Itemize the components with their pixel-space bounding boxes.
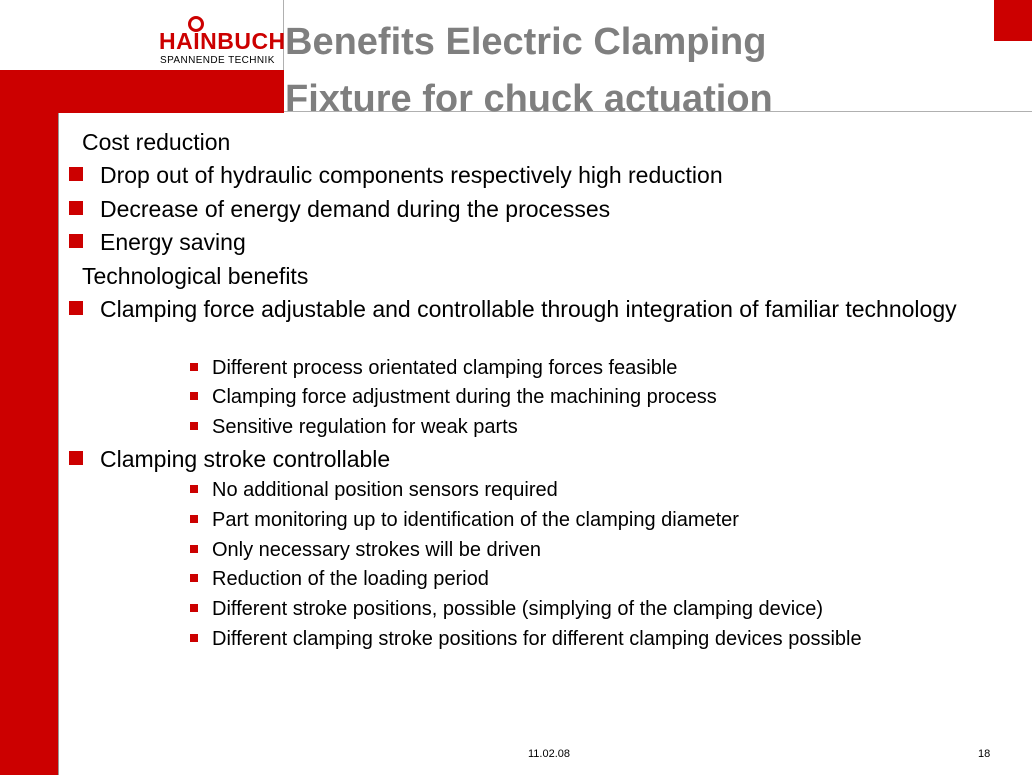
left-bar-edge	[58, 113, 59, 775]
header-red-band	[0, 70, 284, 113]
bullet-square-icon	[69, 301, 83, 315]
sub-bullet-text: No additional position sensors required	[212, 479, 558, 501]
sub-bullet-text: Different process orientated clamping forces feasible	[212, 357, 678, 379]
bullet-text-stroke: Clamping stroke controllable	[100, 446, 391, 472]
bullet-square-icon	[69, 451, 83, 465]
sub-bullet-text: Reduction of the loading period	[212, 568, 489, 590]
sub-bullet-text: Sensitive regulation for weak parts	[212, 416, 518, 438]
footer-page-number: 18	[978, 748, 991, 760]
sub-bullet-square-icon	[190, 574, 198, 582]
slide-title-line-1: Benefits Electric Clamping	[285, 21, 767, 63]
logo-tagline: SPANNENDE TECHNIK	[160, 55, 275, 66]
corner-red-square	[994, 0, 1032, 41]
section-heading-technological: Technological benefits	[82, 263, 309, 289]
sub-bullet-square-icon	[190, 604, 198, 612]
left-red-bar	[0, 113, 58, 775]
sub-bullet-text: Part monitoring up to identification of the clamping diameter	[212, 509, 739, 531]
logo-wordmark: HAINBUCH	[159, 28, 286, 54]
sub-bullet-square-icon	[190, 422, 198, 430]
sub-bullet-square-icon	[190, 392, 198, 400]
bullet-text: Energy saving	[100, 229, 246, 255]
sub-bullet-square-icon	[190, 515, 198, 523]
sub-bullet-square-icon	[190, 485, 198, 493]
slide-title-line-2: Fixture for chuck actuation	[285, 78, 773, 120]
bullet-square-icon	[69, 201, 83, 215]
bullet-text: Decrease of energy demand during the processes	[100, 196, 611, 222]
sub-bullet-square-icon	[190, 545, 198, 553]
sub-bullet-text: Different stroke positions, possible (simplying of the clamping device)	[212, 598, 824, 620]
bullet-text-force: Clamping force adjustable and controllable through integration of familiar technology	[100, 296, 957, 322]
sub-bullet-text: Clamping force adjustment during the machining process	[212, 386, 717, 408]
bullet-text: Drop out of hydraulic components respectively high reduction	[100, 162, 723, 188]
footer-date: 11.02.08	[528, 748, 571, 760]
sub-bullet-text: Only necessary strokes will be driven	[212, 539, 542, 561]
sub-bullet-text: Different clamping stroke positions for different clamping devices possible	[212, 628, 862, 650]
sub-bullet-square-icon	[190, 363, 198, 371]
bullet-square-icon	[69, 234, 83, 248]
sub-bullet-square-icon	[190, 634, 198, 642]
section-heading-cost: Cost reduction	[82, 129, 231, 155]
bullet-square-icon	[69, 167, 83, 181]
